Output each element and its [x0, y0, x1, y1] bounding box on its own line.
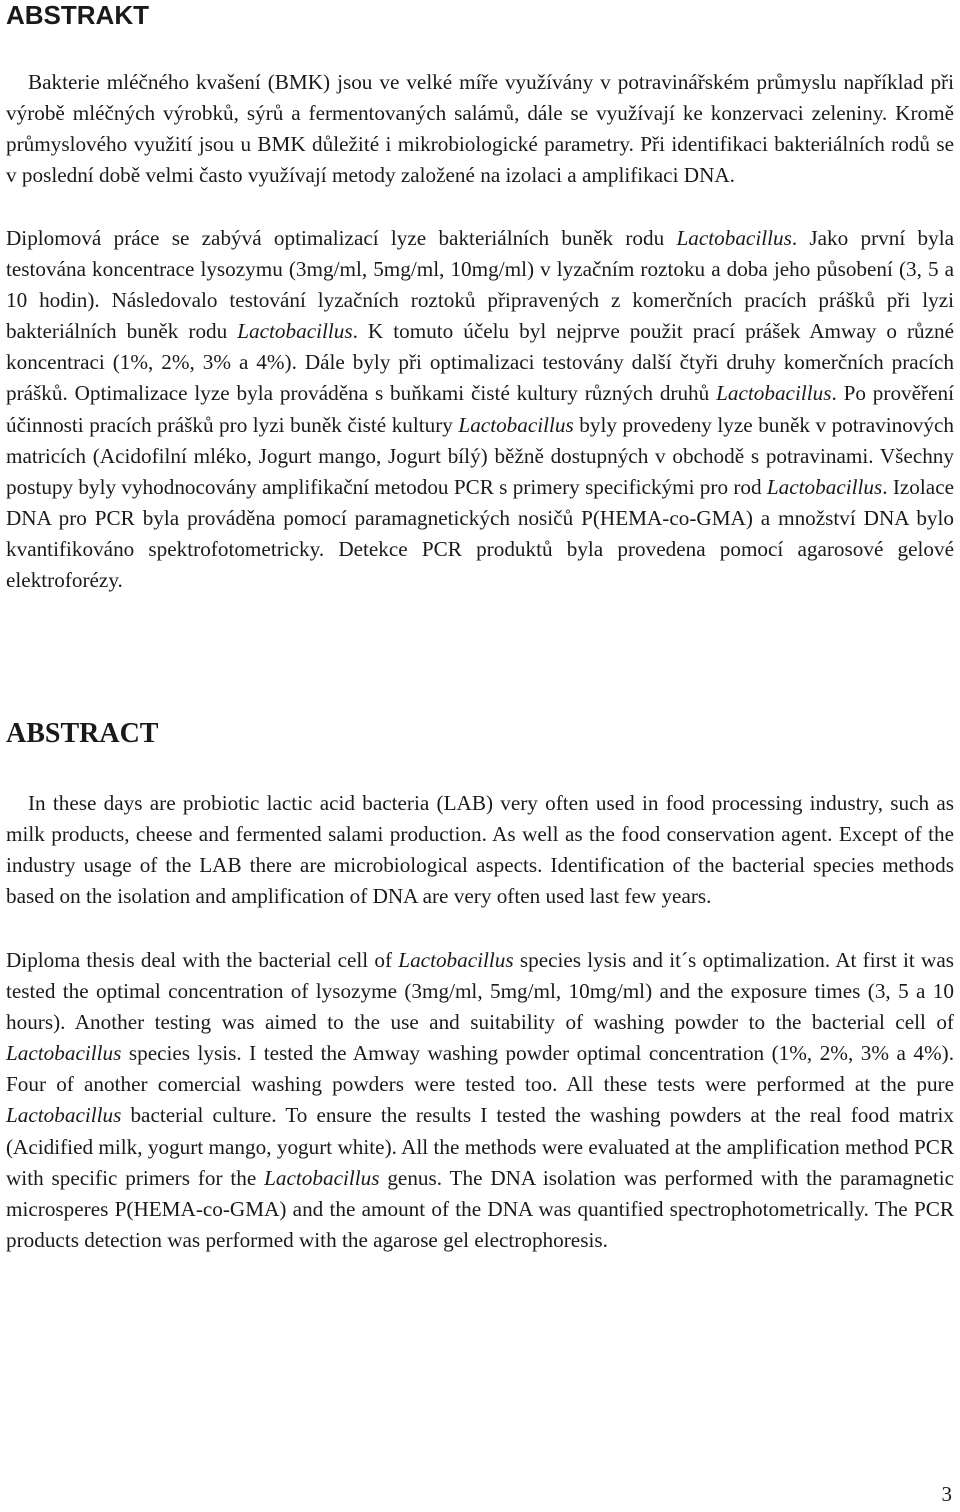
genus-name: Lactobacillus: [676, 226, 792, 250]
abstrakt-paragraph-2: [6, 223, 954, 596]
text-run: Diplomová práce se zabývá optimalizací lyze bakteriálních buněk rodu: [6, 226, 677, 250]
genus-name: Lactobacillus: [6, 1103, 122, 1128]
genus-name: Lactobacillus: [766, 474, 883, 499]
text-run: species lysis. I tested the Amway washing powder optimal concentration (1%, 2%, 3% a 4%). Four of another comercial washing powders were tested too. All these tests were performed at the pure: [6, 1041, 954, 1097]
text-run: . K tomuto účelu byl nejprve použit prací prášek Amway o různé koncentraci (1%, 2%, 3% a 4%). Dále byly při optimalizaci testovány další čtyři druhy komerčních pracích prášků. Optimalizace lyze byla prováděna s buňkami čisté kultury různých druhů: [6, 319, 954, 406]
genus-name: Lactobacillus: [6, 1041, 122, 1066]
genus-name: Lactobacillus: [237, 319, 353, 344]
text-run: . Izolace DNA pro PCR byla prováděna pomocí paramagnetických nosičů P(HEMA-co-GMA) a množství DNA bylo kvantifikováno spektrofotometricky. Detekce PCR produktů byla provedena pomocí agarosové gelové elektroforézy.: [6, 474, 954, 593]
genus-name: Lactobacillus: [264, 1165, 380, 1190]
genus-name: Lactobacillus: [716, 381, 832, 406]
abstract-paragraph-2: [6, 945, 954, 1256]
abstrakt-paragraph-1: Bakterie mléčného kvašení (BMK) jsou ve velké míře využívány v potravinářském průmyslu například při výrobě mléčných výrobků, sýrů a fermentovaných salámů, dále se využívají ke konzervaci zeleniny. Kromě průmyslového využití jsou u BMK důležité i mikrobiologické parametry. Při identifikaci bakteriálních rodů se v poslední době velmi často využívají metody založené na izolaci a amplifikaci DNA.: [6, 70, 954, 188]
text-run: genus. The DNA isolation was performed with the paramagnetic microsperes P(HEMA-co-GMA) and the amount of the DNA was quantified spectrophotometrically. The PCR products detection was performed with the agarose gel electrophoresis.: [6, 1165, 955, 1252]
text-run: . Jako první byla testována koncentrace lysozymu (3mg/ml, 5mg/ml, 10mg/ml) v lyzačním roztoku a doba jeho působení (3, 5 a 10 hodin). Následovalo testování lyzačních roztoků připravených z komerčních pracích prášků při lyzi bakteriálních buněk rodu: [6, 226, 954, 344]
abstrakt-heading: ABSTRAKT: [6, 0, 149, 30]
abstract-heading: ABSTRACT: [6, 718, 159, 749]
text-run: Diploma thesis deal with the bacterial cell of: [6, 948, 399, 972]
text-run: . Po prověření účinnosti pracích prášků pro lyzi buněk čisté kultury: [6, 381, 954, 437]
abstract-paragraph-1: In these days are probiotic lactic acid bacteria (LAB) very often used in food processing industry, such as milk products, cheese and fermented salami production. As well as the food conservation agent. Except of the industry usage of the LAB there are microbiological aspects. Identification of the bacterial species methods based on the isolation and amplification of DNA are very often used last few years.: [6, 791, 954, 909]
text-run: bacterial culture. To ensure the results I tested the washing powders at the real food matrix (Acidified milk, yogurt mango, yogurt white). All the methods were evaluated at the amplification method PCR with specific primers for the: [6, 1103, 954, 1190]
genus-name: Lactobacillus: [398, 948, 514, 972]
text-run: species lysis and it´s optimalization. At first it was tested the optimal concentration of lysozyme (3mg/ml, 5mg/ml, 10mg/ml) and the exposure times (3, 5 a 10 hours). Another testing was aimed to the use and suitability of washing powder to the bacterial cell of: [6, 948, 955, 1035]
genus-name: Lactobacillus: [458, 412, 574, 437]
page-number: 3: [941, 1482, 952, 1506]
text-run: byly provedeny lyze buněk v potravinových matricích (Acidofilní mléko, Jogurt mango, Jogurt bílý) běžně dostupných v obchodě s potravinami. Všechny postupy byly vyhodnocovány amplifikační metodou PCR s primery specifickými pro rod: [6, 412, 954, 499]
